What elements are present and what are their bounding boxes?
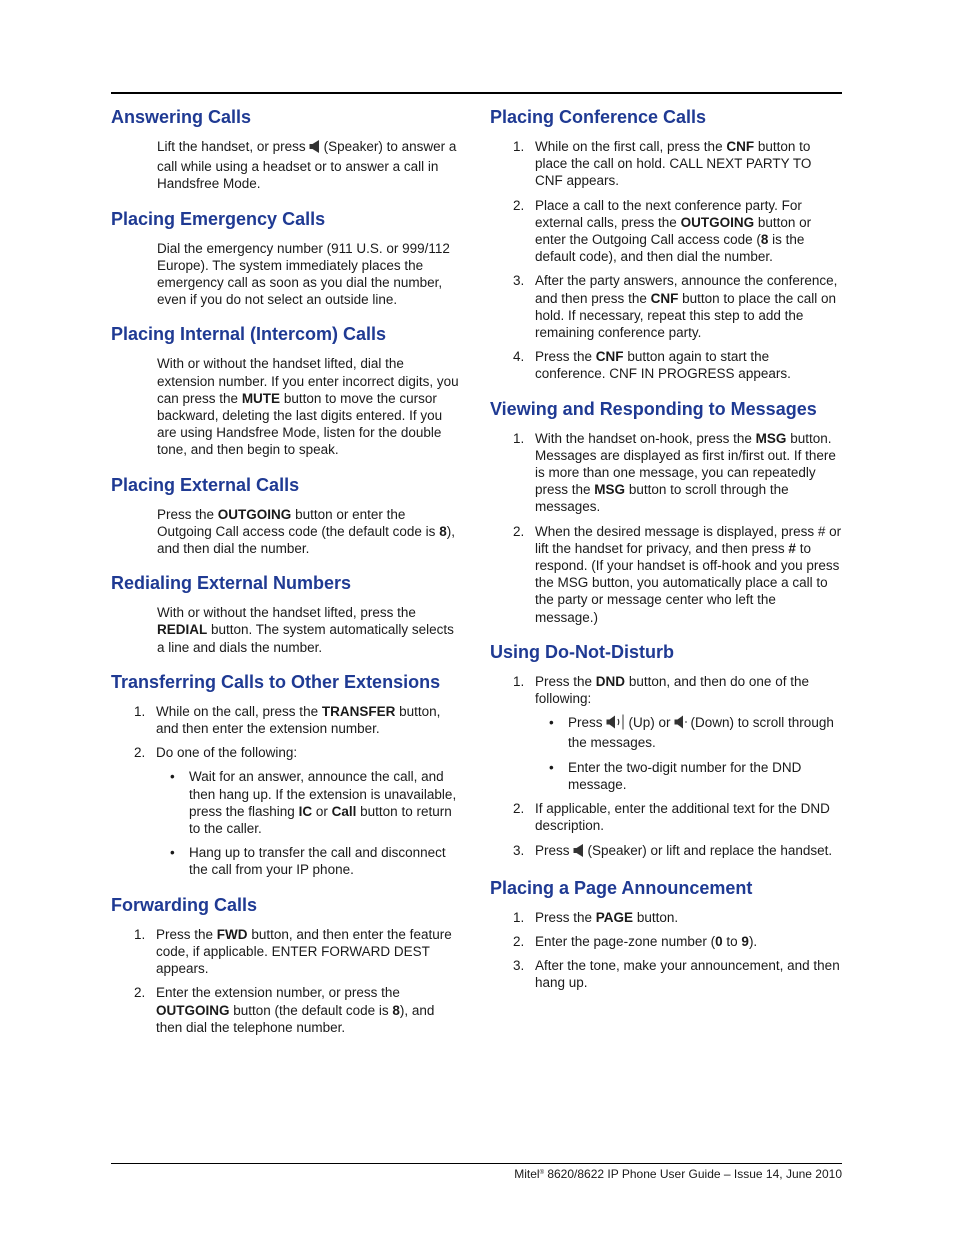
right-column bbox=[490, 105, 842, 1006]
heading-messages: Viewing and Responding to Messages bbox=[490, 398, 817, 419]
list-item: 2. Enter the page-zone number (0 to 9). bbox=[513, 933, 758, 949]
section-answering-calls bbox=[111, 105, 463, 193]
section-external-calls bbox=[111, 473, 463, 558]
list-item: 1. Press the PAGE button. bbox=[513, 909, 679, 925]
bullet-item: • Enter the two-digit number for the DND message. bbox=[535, 759, 842, 793]
dnd-steps bbox=[490, 673, 842, 862]
list-item: 2. Enter the extension number, or press the OUTGOING button (the default code is 8), and then dial the telephone number. bbox=[134, 985, 435, 1035]
list-item: 1. Press the DND button, and then do one of the following: • Press (Up) or (Down) to scroll through the messages. • Enter the two-digit number for the DND message. bbox=[490, 673, 842, 793]
heading-forwarding: Forwarding Calls bbox=[111, 894, 258, 915]
section-dnd bbox=[490, 640, 842, 862]
heading-emergency-calls: Placing Emergency Calls bbox=[111, 208, 326, 229]
heading-redialing: Redialing External Numbers bbox=[111, 573, 352, 594]
list-item: 1. While on the call, press the TRANSFER button, and then enter the extension number. bbox=[134, 703, 441, 737]
list-item: 1. Press the FWD button, and then enter the feature code, if applicable. ENTER FORWARD DEST appears. bbox=[134, 926, 452, 977]
section-emergency-calls bbox=[111, 207, 463, 309]
section-page-announcement bbox=[490, 876, 842, 992]
heading-page-announcement: Placing a Page Announcement bbox=[490, 877, 753, 898]
list-item: 2. Do one of the following: • Wait for an answer, announce the call, and then hang up. If the extension is unavailable, press the flashing IC or Call button to return to the caller. • Hang up to transfer the call and disconnect the call from your IP phone. bbox=[111, 744, 463, 878]
left-column bbox=[111, 105, 463, 1050]
dnd-options bbox=[535, 714, 842, 793]
bullet-item: • Wait for an answer, announce the call, and then hang up. If the extension is unavailable, press the flashing IC or Call button to return to the caller. bbox=[156, 768, 463, 837]
heading-dnd: Using Do-Not-Disturb bbox=[490, 641, 674, 662]
transfer-options bbox=[156, 768, 463, 878]
section-forwarding bbox=[111, 893, 463, 1036]
list-item: 3. After the tone, make your announcement, and then hang up. bbox=[513, 958, 840, 991]
section-intercom-calls bbox=[111, 322, 463, 458]
list-item: 2. When the desired message is displayed, press # or lift the handset for privacy, and then press # to respond. (If your handset is off-hook and you press the MSG button, you automatically place a call to the party or message center who left the message.) bbox=[513, 523, 842, 625]
heading-transferring: Transferring Calls to Other Extensions bbox=[111, 671, 441, 692]
list-item: 2. If applicable, enter the additional text for the DND description. bbox=[513, 801, 830, 834]
section-messages bbox=[490, 397, 842, 626]
bullet-item: • Hang up to transfer the call and disconnect the call from your IP phone. bbox=[156, 844, 463, 878]
answering-body: Lift the handset, or press (Speaker) to answer a call while using a headset or to answer a call in Handsfree Mode. bbox=[157, 139, 457, 192]
speaker-icon bbox=[573, 843, 585, 862]
emergency-body: Dial the emergency number (911 U.S. or 999/112 Europe). The system immediately places the emergency call as soon as you dial the number, even if you do not select an outside line. bbox=[157, 240, 450, 308]
section-transferring bbox=[111, 670, 463, 879]
footer-rule bbox=[111, 1163, 842, 1164]
list-item: 4. Press the CNF button again to start the conference. CNF IN PROGRESS appears. bbox=[513, 349, 791, 382]
heading-external-calls: Placing External Calls bbox=[111, 474, 300, 495]
list-item: 1. While on the first call, press the CNF button to place the call on hold. CALL NEXT PARTY TO CNF appears. bbox=[513, 139, 812, 189]
page-footer: Mitel® 8620/8622 IP Phone User Guide – Issue 14, June 2010 bbox=[514, 1167, 842, 1181]
messages-steps bbox=[490, 430, 842, 626]
redial-body: With or without the handset lifted, press the REDIAL button. The system automatically selects a line and dials the number. bbox=[157, 605, 454, 655]
forwarding-steps bbox=[111, 926, 463, 1036]
page-steps bbox=[490, 909, 842, 992]
intercom-body: With or without the handset lifted, dial the extension number. If you enter incorrect digits, you can press the MUTE button to move the cursor backward, deleting the last digits entered. If you are using Handsfree Mode, listen for the double tone, and then begin to speak. bbox=[157, 356, 459, 458]
heading-conference: Placing Conference Calls bbox=[490, 107, 707, 127]
conference-steps bbox=[490, 138, 842, 383]
list-item: 3. Press (Speaker) or lift and replace the handset. bbox=[490, 842, 842, 862]
header-rule bbox=[111, 92, 842, 94]
list-item: 1. With the handset on-hook, press the MSG button. Messages are displayed as first in/first out. If there is more than one message, you can repeatedly press the MSG button to scroll through the messages. bbox=[513, 430, 836, 515]
volume-up-icon bbox=[606, 714, 626, 734]
volume-down-icon bbox=[674, 714, 688, 734]
heading-answering-calls: Answering Calls bbox=[111, 107, 252, 127]
bullet-item: • Press (Up) or (Down) to scroll through the messages. bbox=[535, 714, 842, 751]
list-item: 2. Place a call to the next conference party. For external calls, press the OUTGOING button or enter the Outgoing Call access code (8 is the default code), and then dial the number. bbox=[513, 197, 812, 265]
section-conference bbox=[490, 105, 842, 383]
transfer-steps bbox=[111, 703, 463, 879]
speaker-icon bbox=[309, 139, 321, 158]
list-item: 3. After the party answers, announce the conference, and then press the CNF button to place the call on hold. If necessary, repeat this step to add the remaining conference party. bbox=[513, 273, 838, 341]
external-body: Press the OUTGOING button or enter the Outgoing Call access code (the default code is 8), and then dial the number. bbox=[157, 506, 455, 557]
heading-intercom-calls: Placing Internal (Intercom) Calls bbox=[111, 324, 387, 345]
section-redialing bbox=[111, 571, 463, 656]
